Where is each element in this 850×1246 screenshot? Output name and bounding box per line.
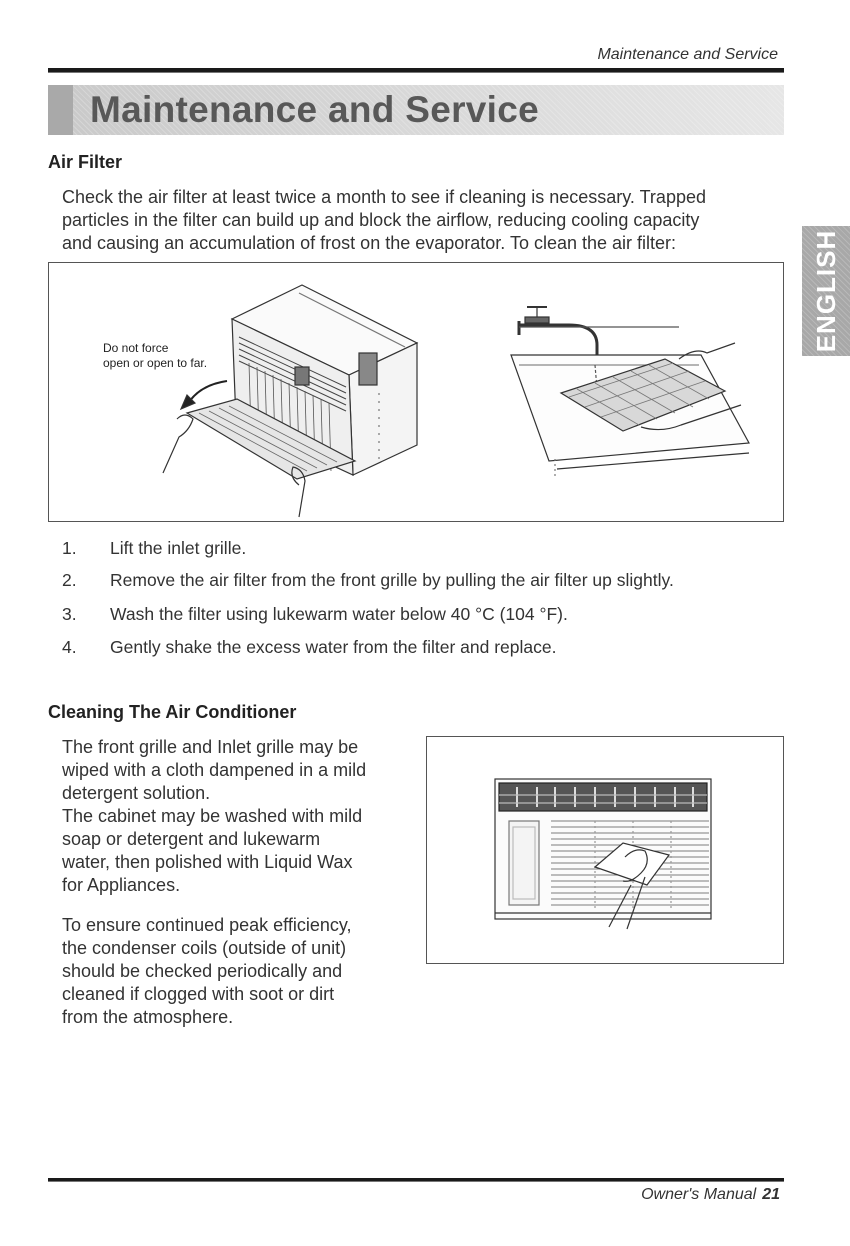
cleaning-line: from the atmosphere. bbox=[62, 1007, 234, 1027]
language-tab-label: ENGLISH bbox=[811, 229, 841, 353]
air-filter-intro bbox=[62, 186, 782, 255]
figure-callout-line: open or open to far. bbox=[103, 356, 208, 370]
title-banner bbox=[48, 85, 784, 135]
step-number: 4. bbox=[62, 637, 77, 657]
wiping-grille-illustration bbox=[427, 737, 783, 963]
cleaning-paragraph-2 bbox=[62, 914, 422, 1029]
step-number: 2. bbox=[62, 570, 77, 590]
air-filter-figure bbox=[48, 262, 784, 522]
step-number: 1. bbox=[62, 538, 77, 558]
step-item bbox=[62, 570, 674, 591]
air-filter-intro-line: particles in the filter can build up and block the airflow, reducing cooling capacity bbox=[62, 210, 700, 230]
title-banner-accent bbox=[48, 85, 73, 135]
air-filter-intro-line: Check the air filter at least twice a month to see if cleaning is necessary. Trapped bbox=[62, 187, 706, 207]
figure-callout-line: Do not force bbox=[103, 341, 169, 355]
page-footer bbox=[641, 1186, 780, 1204]
filter-washing-illustration bbox=[49, 263, 783, 521]
cleaning-figure bbox=[426, 736, 784, 964]
step-item bbox=[62, 538, 246, 559]
cleaning-line: wiped with a cloth dampened in a mild bbox=[62, 760, 367, 780]
cleaning-line: should be checked periodically and bbox=[62, 961, 343, 981]
step-text: Lift the inlet grille. bbox=[110, 538, 247, 558]
step-text: Wash the filter using lukewarm water below 40 °C (104 °F). bbox=[110, 604, 568, 624]
language-tab bbox=[802, 226, 850, 356]
step-text: Remove the air filter from the front grille by pulling the air filter up slightly. bbox=[110, 570, 674, 590]
cleaning-line: for Appliances. bbox=[62, 875, 181, 895]
step-item bbox=[62, 637, 556, 658]
step-text: Gently shake the excess water from the filter and replace. bbox=[110, 637, 557, 657]
cleaning-line: soap or detergent and lukewarm bbox=[62, 829, 321, 849]
air-filter-intro-line: and causing an accumulation of frost on the evaporator. To clean the air filter: bbox=[62, 233, 677, 253]
page-number: 21 bbox=[762, 1186, 780, 1203]
cleaning-line: To ensure continued peak efficiency, bbox=[62, 915, 352, 935]
header-rule bbox=[48, 68, 784, 73]
step-number: 3. bbox=[62, 604, 77, 624]
page-title: Maintenance and Service bbox=[90, 89, 540, 130]
step-item bbox=[62, 604, 568, 625]
air-filter-heading: Air Filter bbox=[48, 152, 123, 172]
footer-rule bbox=[48, 1178, 784, 1182]
footer-manual-title: Owner's Manual bbox=[641, 1186, 757, 1203]
cleaning-heading: Cleaning The Air Conditioner bbox=[48, 702, 297, 722]
cleaning-line: cleaned if clogged with soot or dirt bbox=[62, 984, 335, 1004]
cleaning-line: The front grille and Inlet grille may be bbox=[62, 737, 359, 757]
cleaning-line: detergent solution. bbox=[62, 783, 211, 803]
cleaning-line: the condenser coils (outside of unit) bbox=[62, 938, 347, 958]
running-header: Maintenance and Service bbox=[597, 46, 778, 63]
cleaning-line: water, then polished with Liquid Wax bbox=[62, 852, 353, 872]
cleaning-line: The cabinet may be washed with mild bbox=[62, 806, 363, 826]
cleaning-paragraph-1 bbox=[62, 736, 422, 897]
